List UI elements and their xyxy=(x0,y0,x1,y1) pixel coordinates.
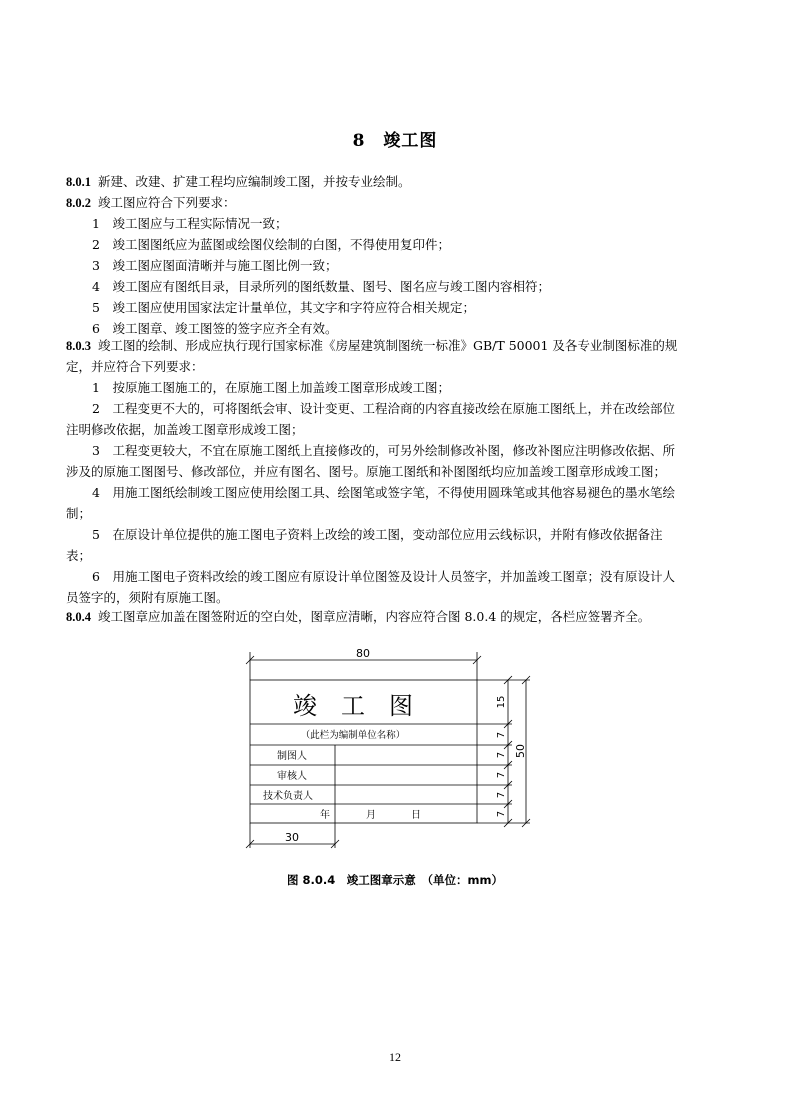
list-item: 4 用施工图纸绘制竣工图应使用绘图工具、绘图笔或签字笔，不得使用圆珠笔或其他容易褪色的墨水笔绘 xyxy=(92,485,675,500)
list-item: 1 按原施工图施工的，在原施工图上加盖竣工图章形成竣工图； xyxy=(92,380,450,395)
section-title: 8 竣工图 xyxy=(352,131,438,151)
clause-text: 竣工图章应加盖在图签附近的空白处，图章应清晰，内容应符合图 8.0.4 的规定，各栏应签署齐全。 xyxy=(98,609,651,624)
page-number: 12 xyxy=(389,1050,401,1064)
clause-number: 8.0.4 xyxy=(66,610,91,624)
dim-width-label: 80 xyxy=(356,647,370,660)
clause-text: 竣工图的绘制、形成应执行现行国家标准《房屋建筑制图统一标准》GB/T 50001 及各专业制图标准的规 xyxy=(98,338,678,353)
dim-left-col-label: 30 xyxy=(285,831,299,844)
list-item: 5 竣工图应使用国家法定计量单位，其文字和字符应符合相关规定； xyxy=(92,300,475,315)
list-item: 3 竣工图应图面清晰并与施工图比例一致； xyxy=(92,258,338,273)
list-item: 4 竣工图应有图纸目录，目录所列的图纸数量、图号、图名应与竣工图内容相符； xyxy=(92,279,550,294)
dim-row-label: 7 xyxy=(496,810,507,818)
clause-number: 8.0.1 xyxy=(66,175,91,189)
list-item-continuation: 注明修改依据，加盖竣工图章形成竣工图； xyxy=(66,422,304,437)
figure-caption: 图 8.0.4 竣工图章示意 （单位：mm） xyxy=(287,873,503,887)
stamp-row-reviewer: 审核人 xyxy=(277,771,307,782)
dim-height-label: 50 xyxy=(514,744,527,758)
list-item: 2 竣工图图纸应为蓝图或绘图仪绘制的白图，不得使用复印件； xyxy=(92,237,450,252)
list-item: 1 竣工图应与工程实际情况一致； xyxy=(92,216,288,231)
list-item-continuation: 制； xyxy=(66,506,92,521)
dim-row-label: 7 xyxy=(496,771,507,779)
clause-number: 8.0.3 xyxy=(66,339,91,353)
list-item-continuation: 涉及的原施工图图号、修改部位，并应有图名、图号。原施工图纸和补图图纸均应加盖竣工图章形成竣工图； xyxy=(66,464,667,479)
list-item: 5 在原设计单位提供的施工图电子资料上改绘的竣工图，变动部位应用云线标识，并附有修改依据备注 xyxy=(92,527,663,542)
stamp-date-year: 年 xyxy=(320,810,330,821)
stamp-unit-note: （此栏为编制单位名称） xyxy=(300,730,406,741)
dim-row-label: 7 xyxy=(496,731,507,739)
dim-row-label: 15 xyxy=(496,695,507,709)
list-item: 6 竣工图章、竣工图签的签字应齐全有效。 xyxy=(92,321,338,336)
list-item-continuation: 表； xyxy=(66,548,92,563)
stamp-row-drafter: 制图人 xyxy=(277,751,307,762)
clause-continuation: 定，并应符合下列要求： xyxy=(66,359,204,374)
dim-row-label: 7 xyxy=(496,751,507,759)
stamp-heading: 竣 工 图 xyxy=(293,692,413,720)
list-item: 6 用施工图电子资料改绘的竣工图应有原设计单位图签及设计人员签字，并加盖竣工图章；没有原设计人 xyxy=(92,569,675,584)
clause-text: 新建、改建、扩建工程均应编制竣工图，并按专业绘制。 xyxy=(98,174,411,189)
stamp-row-tech-lead: 技术负责人 xyxy=(263,791,313,802)
clause-text: 竣工图应符合下列要求： xyxy=(98,195,236,210)
dim-row-label: 7 xyxy=(496,791,507,799)
clause-number: 8.0.2 xyxy=(66,196,91,210)
list-item: 3 工程变更较大，不宜在原施工图纸上直接修改的，可另外绘制修改补图，修改补图应注明修改依据、所 xyxy=(92,443,675,458)
stamp-date-day: 日 xyxy=(411,810,421,821)
list-item-continuation: 员签字的，须附有原施工图。 xyxy=(66,590,229,605)
list-item: 2 工程变更不大的，可将图纸会审、设计变更、工程洽商的内容直接改绘在原施工图纸上，并在改绘部位 xyxy=(92,401,675,416)
stamp-date-month: 月 xyxy=(366,810,376,821)
